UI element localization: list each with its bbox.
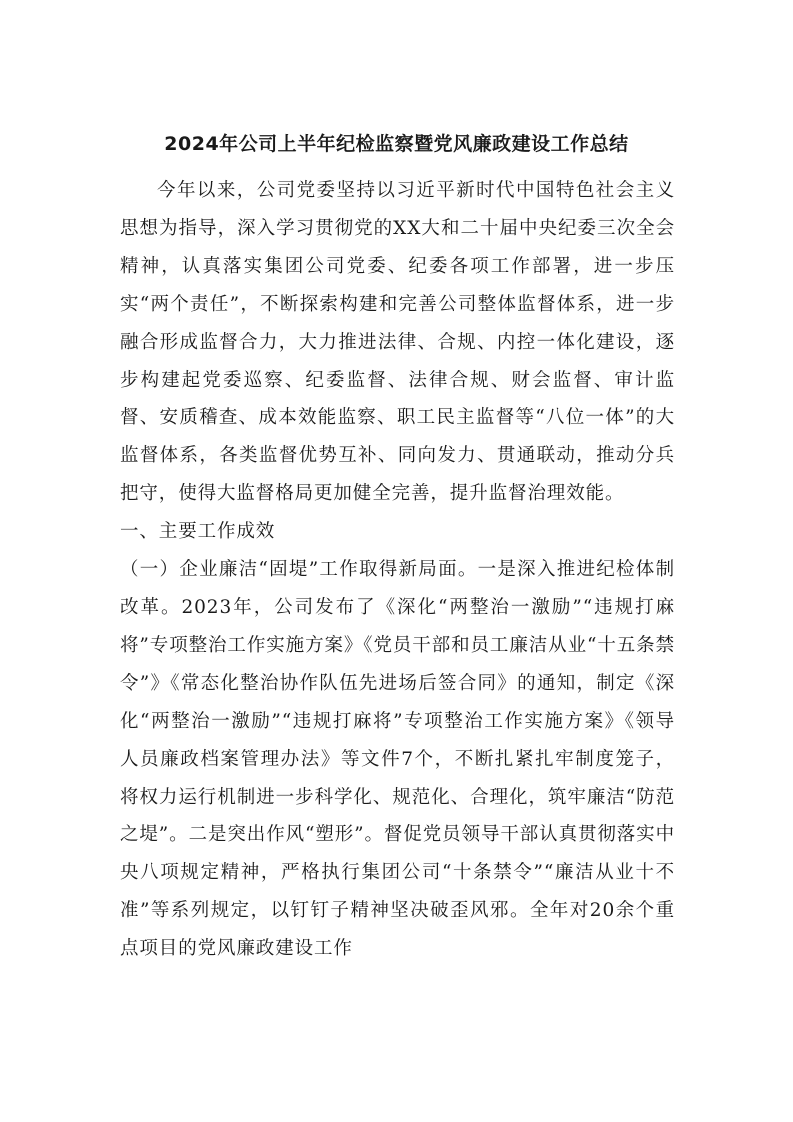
document-title: 2024年公司上半年纪检监察暨党风廉政建设工作总结 xyxy=(164,133,629,155)
document-body xyxy=(120,172,675,968)
intro-paragraph: 今年以来，公司党委坚持以习近平新时代中国特色社会主义思想为指导，深入学习贯彻党的XX大和二十届中央纪委三次全会精神，认真落实集团公司党委、纪委各项工作部署，进一步压实“两个责任”，不断探索构建和完善公司整体监督体系，进一步融合形成监督合力，大力推进法律、合规、内控一体化建设，逐步构建起党委巡察、纪委监督、法律合规、财会监督、审计监督、安质稽查、成本效能监察、职工民主监督等“八位一体”的大监督体系，各类监督优势互补、同向发力、贯通联动，推动分兵把守，使得大监督格局更加健全完善，提升监督治理效能。 xyxy=(120,180,675,505)
section-paragraph-integrity: （一）企业廉洁“固堤”工作取得新局面。一是深入推进纪检体制改革。2023年，公司发布了《深化“两整治一激励”“违规打麻将”专项整治工作实施方案》《党员干部和员工廉洁从业“十五条禁令”》《常态化整治协作队伍先进场后签合同》的通知，制定《深化“两整治一激励”“违规打麻将”专项整治工作实施方案》《领导人员廉政档案管理办法》等文件7个，不断扎紧扎牢制度笼子，将权力运行机制进一步科学化、规范化、合理化，筑牢廉洁“防范之堤”。二是突出作风“塑形”。督促党员领导干部认真贯彻落实中央八项规定精神，严格执行集团公司“十条禁令”“廉洁从业十不准”等系列规定，以钉钉子精神坚决破歪风邪。全年对20余个重点项目的党风廉政建设工作 xyxy=(120,559,675,960)
section-heading-main-results: 一、主要工作成效 xyxy=(120,521,276,543)
